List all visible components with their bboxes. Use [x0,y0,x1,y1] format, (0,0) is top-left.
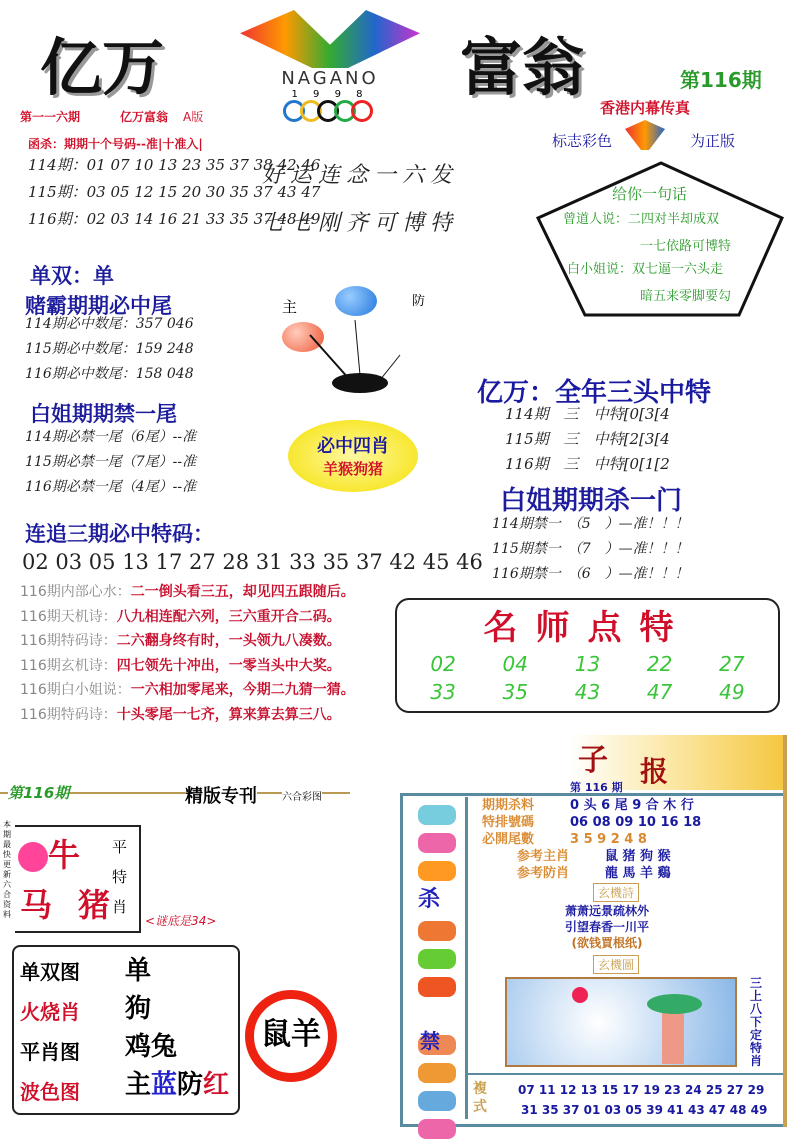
four-zodiac-animals: 羊猴狗猪 [322,460,383,478]
text-label: 07 11 12 13 15 17 19 23 24 25 27 29 [518,1083,765,1097]
nagano-logo [240,10,420,135]
master-number: 33 [430,680,456,704]
decoration [418,1091,456,1111]
text-label: 鼠 猪 狗 猴 [605,849,671,864]
master-number: 22 [646,652,673,676]
master-number: 02 [430,652,456,676]
flower-icon [18,842,48,872]
text-label: 一六相加零尾来，今期二九猜一猜。 [130,682,355,698]
odd-even: 单双：单 [30,264,114,288]
br-head-1: 子 [578,743,608,778]
decoration [418,921,456,941]
decoration [468,1073,783,1075]
master-number: 47 [646,680,673,704]
decoration [125,1066,229,1104]
decoration [647,994,702,1014]
text-label: 波色图 [20,1080,80,1104]
master-numbers-row-2 [407,678,768,706]
ban-row: 116期必禁一尾（4尾）--准 [25,479,197,495]
decoration [418,1119,456,1139]
bl-hint: <谜底是34> [145,914,217,928]
pentagon-title: 给你一句话 [612,185,688,203]
logo-text: NAGANO [281,68,379,89]
kill-zodiac-label: 杀 [418,887,441,912]
decoration [418,833,456,853]
text-label: 114期： [28,156,87,174]
poem-row [20,629,355,654]
pentagon-line-3: 白小姐说：双七逼一六头走 [567,262,724,277]
three-heads-rows [505,402,670,477]
small-logo-icon [625,120,665,150]
ban-tail-rows [25,425,196,500]
door-row: 115期禁一 （7 ）—准！！！ [492,541,689,557]
ban-row: 114期必禁一尾（6尾）--准 [25,429,197,445]
master-numbers-row-1 [407,650,768,678]
four-zodiac-badge [288,420,418,492]
decoration [418,1063,456,1083]
text-label: 二一倒头看三五，却见四五跟随后。 [130,584,355,600]
bl-side: 本期最快更新六合资料 [3,820,11,919]
text-label: 115期： [28,183,87,201]
br-issue: 第 116 期 [570,781,623,794]
master-number: 04 [502,652,528,676]
tails-title: 赌霸期期必中尾 [25,294,172,318]
tail-row: 115期必中数尾：159 248 [25,341,194,357]
text-label: 单 [125,956,152,986]
blue-ball-icon [335,286,377,316]
decoration [418,949,456,969]
text-label: 116期白小姐说： [20,682,131,698]
br-row [482,831,701,848]
three-heads-title: 亿万：全年三头中特 [477,378,712,408]
fax-left: 标志彩色 [552,132,613,150]
decoration [572,987,588,1003]
decoration [240,10,420,68]
tail-row: 116期必中数尾：158 048 [25,366,194,382]
master-number: 27 [719,652,745,676]
slogan-line-1: 好运连念一六发 [262,163,459,188]
bl-mid [125,952,229,1104]
bl-sub: 六合彩图 [282,788,322,803]
decoration [418,861,456,881]
text-label: 必開尾數 [482,832,535,847]
text-label: 特排號碼 [482,815,535,830]
text-label: 期期杀料 [482,798,535,813]
text-label: 火烧肖 [20,1000,80,1024]
pic-title: 玄機圖 [593,955,639,974]
decoration [310,335,350,380]
ban-row: 115期必禁一尾（7尾）--准 [25,454,197,470]
br-row [482,865,701,882]
head-row: 116期 三 中特[0[1[2 [505,455,670,473]
poem-row [20,703,355,728]
br-side-label: 複式 [473,1081,487,1115]
pentagon-line-4: 暗五来零脚要勾 [640,289,732,304]
kill-door-title: 白姐期期杀一门 [500,486,683,516]
poem-list [20,580,355,727]
bottom-left-panel [0,780,360,1127]
poem-row [20,580,355,605]
decoration [355,320,360,375]
br-rows [482,797,701,882]
text-label: (欲钱買根纸) [571,936,643,950]
decoration [351,100,373,122]
title-left: 亿万 [40,31,165,104]
balance-lines [300,315,410,395]
master-box [395,598,780,713]
text-label: 二六翻身终有时，一头领九八凑数。 [116,633,341,649]
text-label: 3 5 9 2 4 8 [570,832,647,847]
text-label: 狗 [125,994,152,1024]
pentagon-line-2: 一七依路可博特 [640,239,732,254]
text-label: 116期特码诗： [20,633,117,649]
kill-subtitle: 函杀：期期十个号码--准|十准入| [28,137,203,151]
pentagon-line-1: 曾道人说：二四对半却成双 [563,212,720,227]
bl-vert: 平特肖 [112,838,128,916]
master-title: 名师点特 [483,608,692,648]
text-label: 鸡兔 [125,1032,178,1062]
br-vert: 三上八下定特肖 [750,976,763,1068]
master-number: 13 [574,652,601,676]
bl-cols [20,952,100,1112]
decoration [332,373,388,393]
four-zodiac-title: 必中四肖 [317,436,389,457]
poem-row [20,678,355,703]
br-poem [565,903,649,951]
master-number: 49 [719,680,745,704]
issue-label: 第一一六期 [20,110,81,124]
slogan-line-2: 七七刚齐可博特 [262,211,459,236]
bl-circle: 鼠羊 [245,990,337,1082]
ball-main-label: 主 [282,298,298,316]
text-label: 四七领先十冲出，一零当头中大奖。 [116,657,341,674]
text-label: 引望春香一川平 [565,920,650,934]
text-label: 单双图 [20,960,80,984]
text-label: 06 08 09 10 16 18 [570,815,702,830]
text-label: 03 05 12 15 20 30 35 37 43 47 [86,183,321,201]
text-label: 防 [177,1070,204,1100]
issue-number: 第116期 [680,68,762,92]
decoration [380,355,400,380]
decoration [418,805,456,825]
text-label: 参考防肖 [517,866,570,881]
text-label: 主 [125,1070,152,1100]
bl-issue: 第116期 [8,784,70,802]
fax-right: 为正版 [690,132,736,150]
text-label: 龍 馬 羊 鷄 [605,866,671,881]
zodiac-column [408,797,468,1119]
text-label: 蓝 [151,1070,178,1100]
text-label: 十头零尾一七齐，算来算去算三八。 [116,706,341,723]
brand-label: 亿万富翁 [120,110,169,124]
olympic-rings-icon [240,100,420,126]
text-label: 116期玄机诗： [20,657,117,674]
text-label: 116期内部心水： [20,584,131,600]
ban-tail-title: 白姐期期禁一尾 [30,402,177,426]
title-right: 富翁 [460,31,585,104]
master-number: 35 [502,680,528,704]
text-label: 31 35 37 01 03 05 39 41 43 47 48 49 [521,1103,768,1117]
text-label: 八九相连配六列，三六重开合二码。 [116,608,341,625]
text-label: 116期天机诗： [20,608,117,625]
fax-title: 香港内幕传真 [600,99,691,117]
ball-guard-label: 防 [412,294,426,309]
text-label: 参考主肖 [517,849,570,864]
tail-row: 114期必中数尾：357 046 [25,316,194,332]
kill-door-rows [492,512,689,587]
head-row: 115期 三 中特[2[3[4 [505,430,670,448]
text-label: 116期： [28,210,87,228]
poem-title: 玄機詩 [593,883,639,902]
poem-row [20,654,355,679]
master-number: 43 [574,680,601,704]
bl-zod-2: 马 [20,886,53,924]
puzzle-picture [505,977,737,1067]
poem-row [20,605,355,630]
logo-year: 1 9 9 8 [291,89,369,100]
br-head-2: 报 [640,755,669,788]
text-label: 116期特码诗： [20,706,117,723]
ban-label: 禁 [420,1029,440,1053]
text-label: 01 07 10 13 23 35 37 38 42 46 [86,156,321,174]
door-row: 114期禁一 （5 ）—准！！！ [492,516,689,532]
decoration [662,1009,684,1064]
br-row [482,797,701,814]
text-label: 红 [203,1070,230,1100]
door-row: 116期禁一 （6 ）—准！！！ [492,566,689,582]
chase-numbers: 02 03 05 13 17 27 28 31 33 35 37 42 45 46 [22,550,483,574]
chase-title: 连追三期必中特码： [25,522,214,546]
text-label: 02 03 14 16 21 33 35 37 48 49 [86,210,321,228]
bl-brand: 精版专刊 [185,782,257,808]
br-nums [518,1080,767,1120]
decoration [418,977,456,997]
br-row [482,814,701,831]
text-label: 平肖图 [20,1040,80,1064]
text-label: 0 头 6 尾 9 合 木 行 [570,798,694,813]
tails-rows [25,312,194,387]
bl-zod-1: 牛 [48,836,81,874]
edition-label: A版 [183,110,204,124]
head-row: 114期 三 中特[0[3[4 [505,405,670,423]
bl-zod-3: 猪 [78,886,111,924]
text-label: 萧萧远景疏林外 [565,904,650,918]
bottom-right-panel [400,735,787,1127]
br-row [482,848,701,865]
